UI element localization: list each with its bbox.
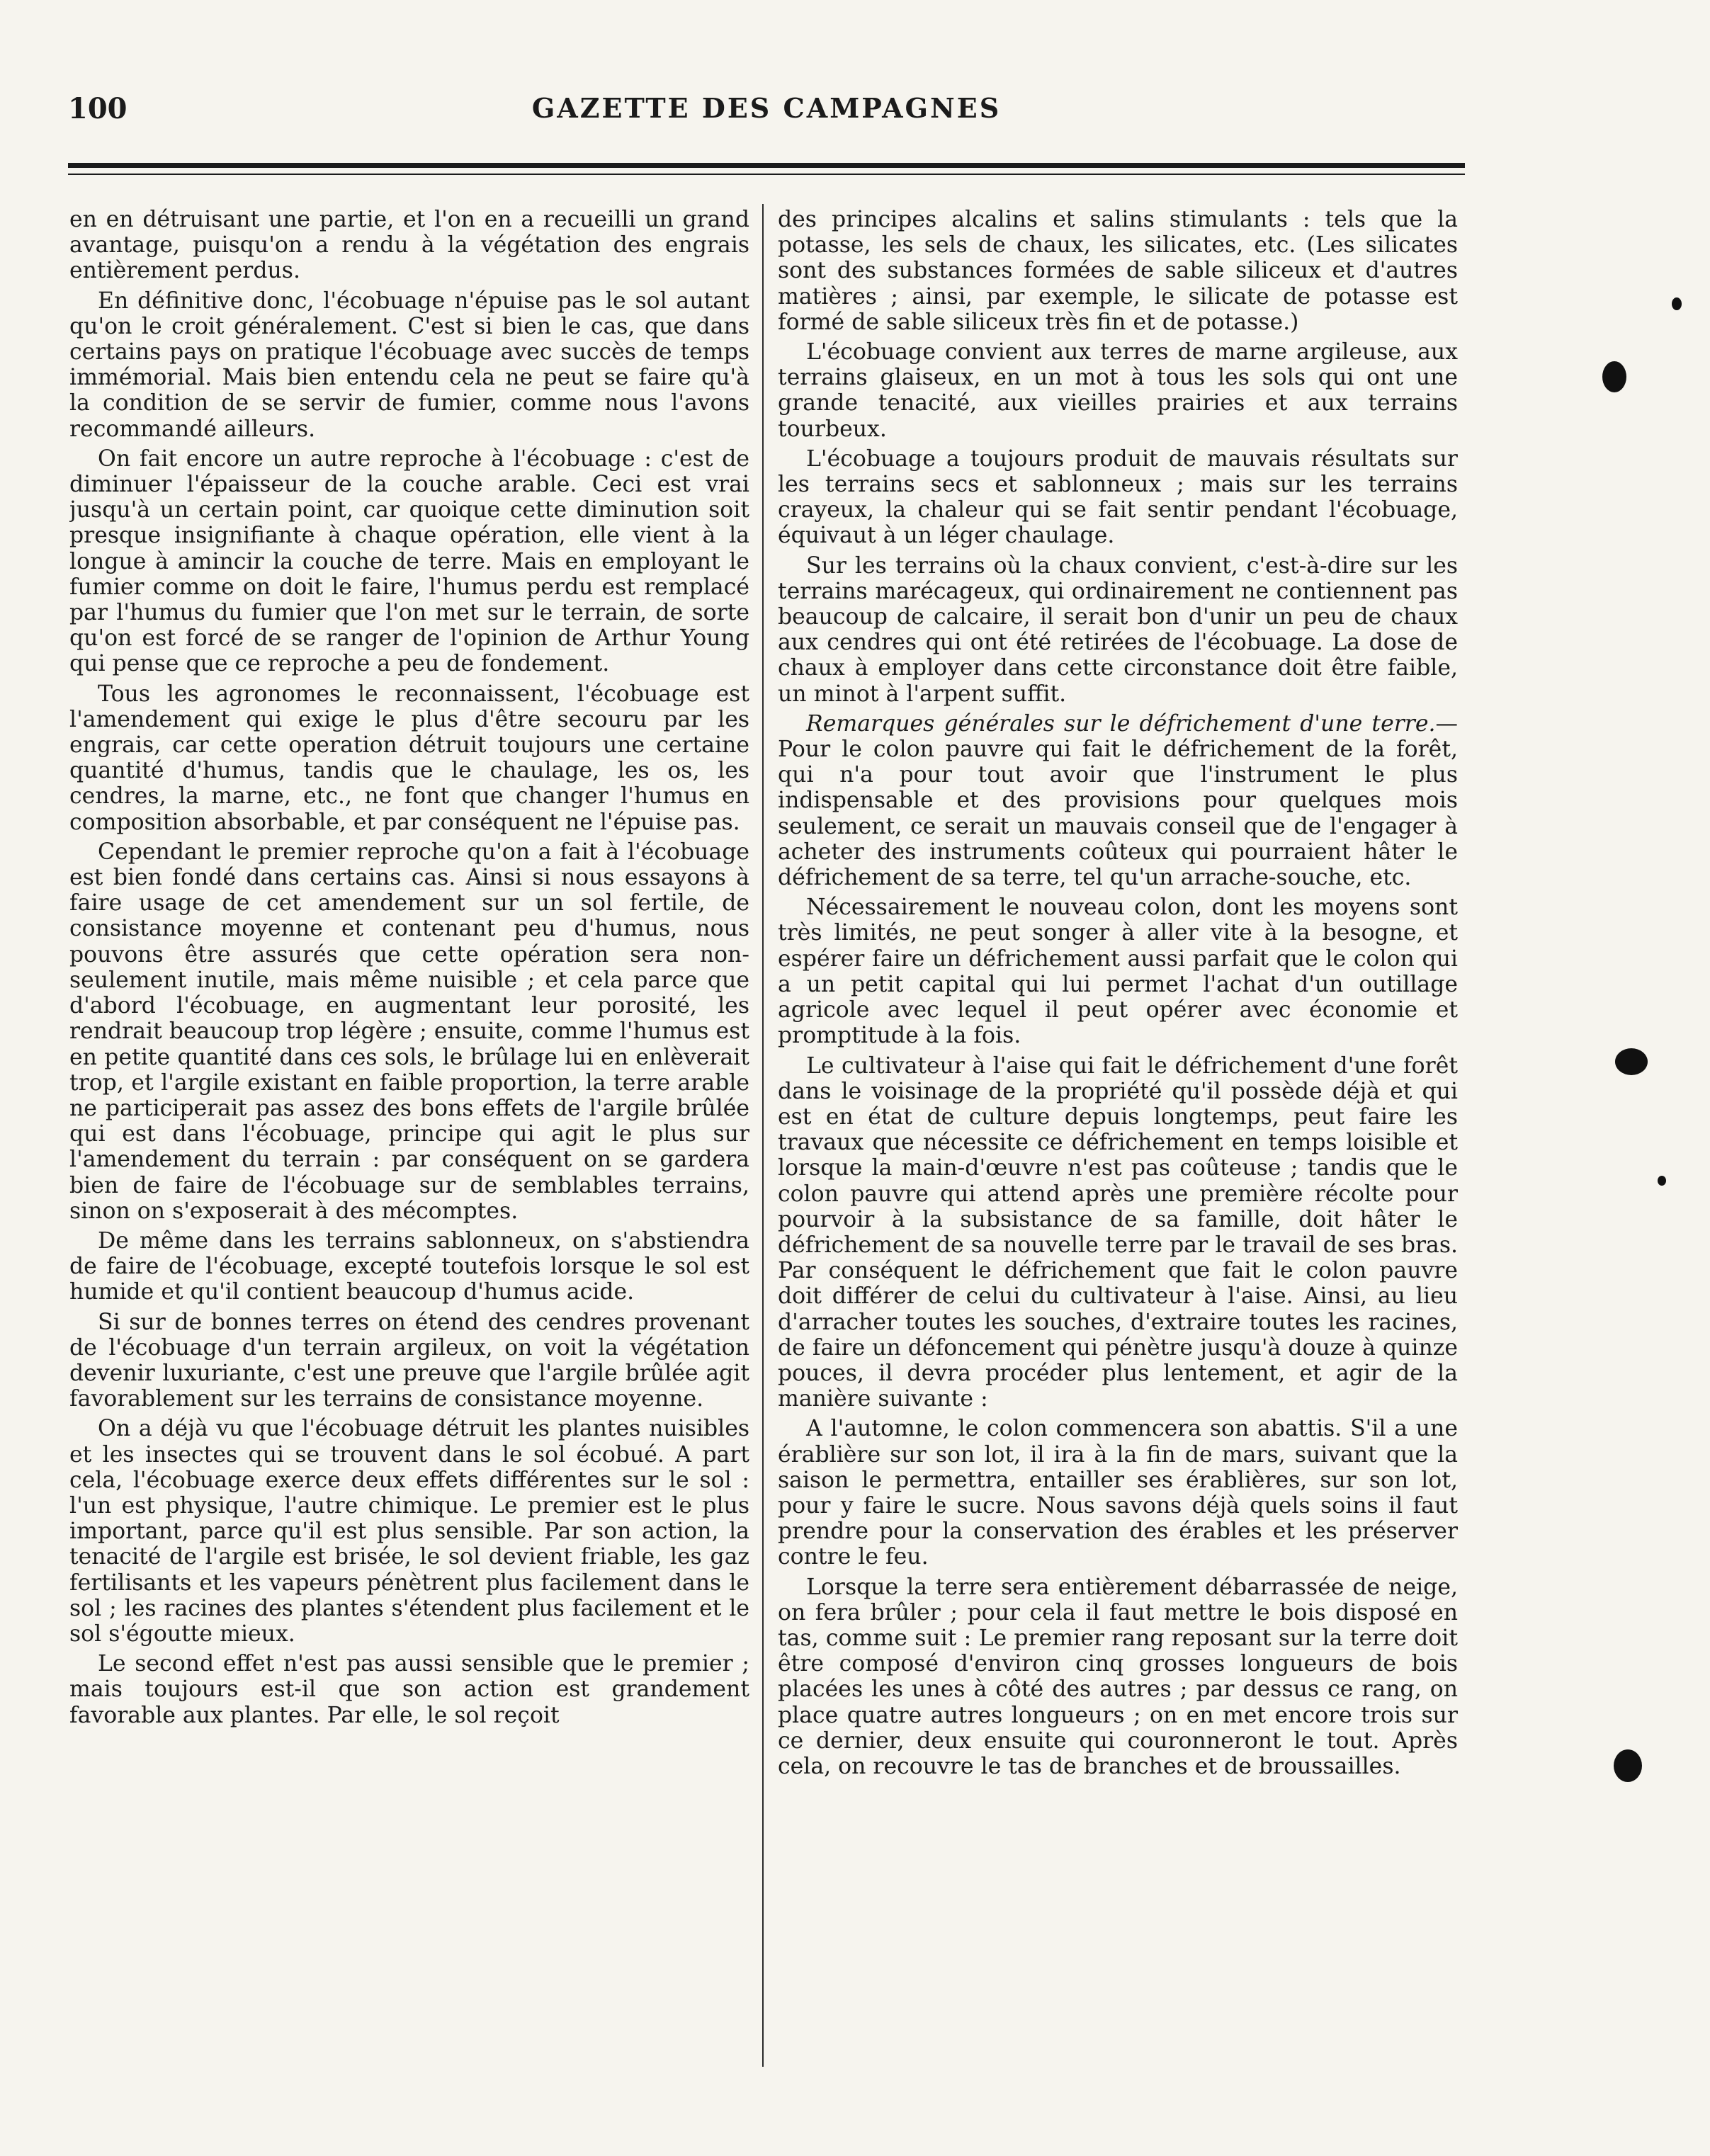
paragraph bbox=[778, 895, 1458, 1048]
column-divider bbox=[762, 204, 764, 2067]
paragraph-text: des principes alcalins et salins stimulants : tels que la potasse, les sels de chaux, les silicates, etc. (Les silicates sont des substances formées de sable siliceux et d'autres matières ; ainsi, par exemple, le silicate de potasse est formé de sable siliceux très fin et de potasse.) bbox=[778, 207, 1458, 335]
ink-blot bbox=[1658, 1176, 1666, 1186]
paragraph bbox=[778, 1575, 1458, 1780]
paragraph-text: Le second effet n'est pas aussi sensible que le premier ; mais toujours est-il que son action est grandement favorable aux plantes. Par elle, le sol reçoit bbox=[69, 1651, 749, 1728]
page-header bbox=[68, 92, 1465, 142]
paragraph bbox=[778, 339, 1458, 442]
running-title: GAZETTE DES CAMPAGNES bbox=[531, 92, 1002, 124]
ink-blot bbox=[1672, 297, 1682, 310]
paragraph-text: Cependant le premier reproche qu'on a fait à l'écobuage est bien fondé dans certains cas. Ainsi si nous essayons à faire usage de cet amendement sur un sol fertile, de consistance moyenne et contenant peu d'humus, nous pouvons être assurés que cette opération sera non-seulement inutile, mais même nuisible ; et cela parce que d'abord l'écobuage, en augmentant leur porosité, les rendrait beaucoup trop légère ; ensuite, comme l'humus est en petite quantité dans ces sols, le brûlage lui en enlèverait trop, et l'argile existant en faible proportion, la terre arable ne participerait pas assez des bons effets de l'argile brûlée qui est dans l'écobuage, principe qui agit le plus sur l'amendement du terrain : par conséquent on se gardera bien de faire de l'écobuage sur de semblables terrains, sinon on s'exposerait à des mécomptes. bbox=[69, 839, 749, 1224]
paragraph-text: Si sur de bonnes terres on étend des cendres provenant de l'écobuage d'un terrain argileux, on voit la végétation devenir luxuriante, c'est une preuve que l'argile brûlée agit favorablement sur les terrains de consistance moyenne. bbox=[69, 1309, 749, 1412]
left-column bbox=[69, 207, 749, 2063]
paragraph bbox=[69, 1416, 749, 1647]
paragraph bbox=[69, 839, 749, 1224]
right-column bbox=[778, 207, 1458, 2063]
ink-blot bbox=[1615, 1048, 1648, 1075]
paragraph-text: Lorsque la terre sera entièrement débarrassée de neige, on fera brûler ; pour cela il faut mettre le bois disposé en tas, comme suit : Le premier rang reposant sur la terre doit être composé d'environ cinq grosses longueurs de bois placées les unes à côté des autres ; par dessus ce rang, on place quatre autres longueurs ; on en met encore trois sur ce dernier, deux ensuite qui couronneront le tout. Après cela, on recouvre le tas de branches et de broussailles. bbox=[778, 1574, 1458, 1779]
ink-blot bbox=[1602, 361, 1626, 392]
header-rule-thin bbox=[68, 174, 1465, 175]
header-rule-thick bbox=[68, 163, 1465, 168]
paragraph-text: Sur les terrains où la chaux convient, c'est-à-dire sur les terrains marécageux, qui ordinairement ne contiennent pas beaucoup de calcaire, il serait bon d'unir un peu de chaux aux cendres qui ont été retirées de l'écobuage. La dose de chaux à employer dans cette circonstance doit être faible, un minot à l'arpent suffit. bbox=[778, 552, 1458, 707]
paragraph bbox=[778, 1416, 1458, 1570]
paragraph bbox=[69, 681, 749, 835]
paragraph-text: On a déjà vu que l'écobuage détruit les plantes nuisibles et les insectes qui se trouvent dans le sol écobué. A part cela, l'écobuage exerce deux effets différentes sur le sol : l'un est physique, l'autre chimique. Le premier est le plus important, parce qu'il est plus sensible. Par son action, la tenacité de l'argile est brisée, le sol devient friable, les gaz fertilisants et les vapeurs pénètrent plus facilement dans le sol ; les racines des plantes s'étendent plus facilement et le sol s'égoutte mieux. bbox=[69, 1416, 749, 1647]
section-heading: Remarques générales sur le défrichement d'une terre. bbox=[806, 710, 1436, 737]
paragraph bbox=[69, 446, 749, 677]
paragraph bbox=[69, 288, 749, 442]
paragraph bbox=[69, 207, 749, 284]
paragraph-text: —Pour le colon pauvre qui fait le défrichement de la forêt, qui n'a pour tout avoir que l'instrument le plus indispensable et des provisions pour quelques mois seulement, ce serait un mauvais conseil que de l'engager à acheter des instruments coûteux qui pourraient hâter le défrichement de sa terre, tel qu'un arrache-souche, etc. bbox=[778, 710, 1458, 891]
paragraph bbox=[778, 207, 1458, 335]
paragraph-text: Le cultivateur à l'aise qui fait le défrichement d'une forêt dans le voisinage de la propriété qu'il possède déjà et qui est en état de culture depuis longtemps, peut faire les travaux que nécessite ce défrichement en temps loisible et lorsque la main-d'œuvre n'est pas coûteuse ; tandis que le colon pauvre qui attend après une première récolte pour pourvoir à la subsistance de sa famille, doit hâter le défrichement de sa nouvelle terre par le travail de ses bras. Par conséquent le défrichement que fait le colon pauvre doit différer de celui du cultivateur à l'aise. Ainsi, au lieu d'arracher toutes les souches, d'extraire toutes les racines, de faire un défoncement qui pénètre jusqu'à douze à quinze pouces, il devra procéder plus lentement, et agir de la manière suivante : bbox=[778, 1053, 1458, 1412]
paragraph-text: A l'automne, le colon commencera son abattis. S'il a une érablière sur son lot, il ira à la fin de mars, suivant que la saison le permettra, entailler ses érablières, sur son lot, pour y faire le sucre. Nous savons déjà quels soins il faut prendre pour la conservation des érables et les préserver contre le feu. bbox=[778, 1416, 1458, 1570]
paragraph-text: On fait encore un autre reproche à l'écobuage : c'est de diminuer l'épaisseur de la couche arable. Ceci est vrai jusqu'à un certain point, car quoique cette diminution soit presque insignifiante à chaque opération, elle vient à la longue à amincir la couche de terre. Mais en employant le fumier comme on doit le faire, l'humus perdu est remplacé par l'humus du fumier que l'on met sur le terrain, de sorte qu'on est forcé de se ranger de l'opinion de Arthur Young qui pense que ce reproche a peu de fondement. bbox=[69, 446, 749, 677]
paragraph bbox=[69, 1310, 749, 1412]
paragraph bbox=[778, 711, 1458, 890]
paragraph-text: Tous les agronomes le reconnaissent, l'écobuage est l'amendement qui exige le plus d'être secouru par les engrais, car cette operation détruit toujours une certaine quantité d'humus, tandis que le chaulage, les os, les cendres, la marne, etc., ne font que changer l'humus en composition absorbable, et par conséquent ne l'épuise pas. bbox=[69, 681, 749, 835]
paragraph-text: De même dans les terrains sablonneux, on s'abstiendra de faire de l'écobuage, excepté toutefois lorsque le sol est humide et qu'il contient beaucoup d'humus acide. bbox=[69, 1227, 749, 1305]
paragraph bbox=[69, 1651, 749, 1728]
page-number: 100 bbox=[68, 92, 128, 125]
paragraph-text: Nécessairement le nouveau colon, dont les moyens sont très limités, ne peut songer à aller vite à la besogne, et espérer faire un défrichement aussi parfait que le colon qui a un petit capital qui lui permet l'achat d'un outillage agricole avec lequel il peut opérer avec économie et promptitude à la fois. bbox=[778, 895, 1458, 1049]
paragraph-text: L'écobuage convient aux terres de marne argileuse, aux terrains glaiseux, en un mot à tous les sols qui ont une grande tenacité, aux vieilles prairies et aux terrains tourbeux. bbox=[778, 339, 1458, 442]
paragraph-text: en en détruisant une partie, et l'on en a recueilli un grand avantage, puisqu'on a rendu à la végétation des engrais entièrement perdus. bbox=[69, 207, 749, 284]
paragraph-text: En définitive donc, l'écobuage n'épuise pas le sol autant qu'on le croit généralement. C'est si bien le cas, que dans certains pays on pratique l'écobuage avec succès de temps immémorial. Mais bien entendu cela ne peut se faire qu'à la condition de se servir de fumier, comme nous l'avons recommandé ailleurs. bbox=[69, 288, 749, 442]
ink-blot bbox=[1614, 1749, 1642, 1782]
paragraph bbox=[69, 1228, 749, 1305]
paragraph bbox=[778, 553, 1458, 707]
paragraph bbox=[778, 1053, 1458, 1412]
paragraph bbox=[778, 446, 1458, 549]
paragraph-text: L'écobuage a toujours produit de mauvais résultats sur les terrains secs et sablonneux ; mais sur les terrains crayeux, la chaleur qui se fait sentir pendant l'écobuage, équivaut à un léger chaulage. bbox=[778, 446, 1458, 549]
